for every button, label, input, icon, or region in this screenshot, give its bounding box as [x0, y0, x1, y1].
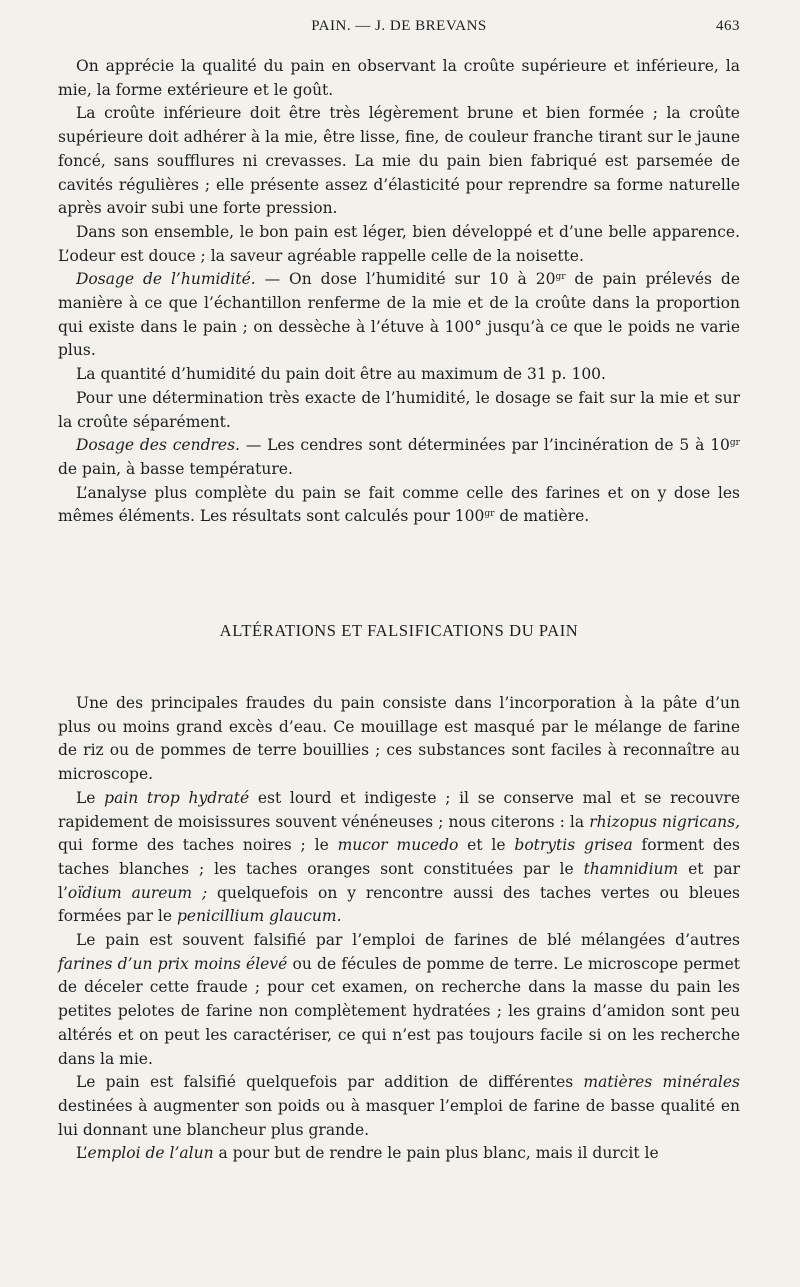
paragraph: Pour une détermination très exacte de l’humidité, le dosage se fait sur la mie et sur la croûte séparément. — [58, 388, 740, 431]
paragraph: La quantité d’humidité du pain doit être au maximum de 31 p. 100. — [76, 365, 606, 384]
analysis-section — [58, 55, 740, 529]
paragraph: Le pain est souvent falsifié par l’emploi de farines de blé mélangées d’autres farines d’un prix moins élevé ou de fécules de pomme de terre. Le microscope permet de déceler cette fraude ; pour cet examen, on recherche dans la masse du pain les petites pelotes de farine non complètement hydratées ; les grains d’amidon sont peu altérés et on peut les caractériser, ce qui n’est pas toujours facile si on les recherche dans la mie. — [58, 931, 740, 1068]
falsification-section — [58, 692, 740, 1166]
running-title: PAIN. — J. DE BREVANS — [311, 18, 487, 34]
paragraph-molds: Le pain trop hydraté est lourd et indigeste ; il se conserve mal et se recouvre rapidement de moisissures souvent vénéneuses ; nous citerons : la rhizopus nigricans, qui forme des taches noires ; le mucor mucedo et le botrytis grisea forment des taches blanches ; les taches oranges sont constituées par le thamnidium et par l’oïdium aureum ; quelquefois on y rencontre aussi des taches vertes ou bleues formées par le penicillium glaucum. — [58, 788, 741, 926]
paragraph: La croûte inférieure doit être très légèrement brune et bien formée ; la croûte supérieure doit adhérer à la mie, être lisse, fine, de couleur franche tirant sur le jaune foncé, sans soufflures ni crevasses. La mie du pain bien fabriqué est parsemée de cavités régulières ; elle présente assez d’élasticité pour reprendre sa forme naturelle après avoir subi une forte pression. — [58, 104, 740, 218]
paragraph-ash: Dosage des cendres. — Les cendres sont déterminées par l’incinération de 5 à $10^{gr}$ de pain, à basse température. — [58, 436, 740, 478]
page-number: 463 — [716, 18, 740, 34]
section-title: ALTÉRATIONS ET FALSIFICATIONS DU PAIN — [219, 621, 579, 640]
paragraph: Le pain est falsifié quelquefois par addition de différentes matières minérales destinées à augmenter son poids ou à masquer l’emploi de farine de basse qualité en lui donnant une blancheur plus grande. — [58, 1073, 740, 1139]
paragraph: On apprécie la qualité du pain en observant la croûte supérieure et inférieure, la mie, la forme extérieure et le goût. — [58, 57, 740, 99]
page-header — [58, 18, 740, 40]
paragraph: L’analyse plus complète du pain se fait comme celle des farines et on y dose les mêmes éléments. Les résultats sont calculés pour $100^{gr}$ de matière. — [58, 483, 740, 526]
paragraph: Une des principales fraudes du pain consiste dans l’incorporation à la pâte d’un plus ou moins grand excès d’eau. Ce mouillage est masqué par le mélange de farine de riz ou de pommes de terre bouillies ; ces substances sont faciles à reconnaître au microscope. — [58, 694, 740, 784]
paragraph: Dans son ensemble, le bon pain est léger, bien développé et d’une belle apparence. L’odeur est douce ; la saveur agréable rappelle celle de la noisette. — [58, 222, 740, 265]
subheading-humidity: Dosage de l’humidité. — [76, 270, 256, 289]
paragraph-humidity: Dosage de l’humidité. — On dose l’humidité sur 10 à $20^{gr}$ de pain prélevés de manière à ce que l’échantillon renferme de la mie et de la croûte dans la proportion qui existe dans le pain ; on dessèche à l’étuve à 100° jusqu’à ce que le poids ne varie plus. — [58, 270, 740, 360]
paragraph: L’emploi de l’alun a pour but de rendre le pain plus blanc, mais il durcit le — [76, 1144, 659, 1163]
subheading-ash: Dosage des cendres. — [76, 436, 240, 455]
